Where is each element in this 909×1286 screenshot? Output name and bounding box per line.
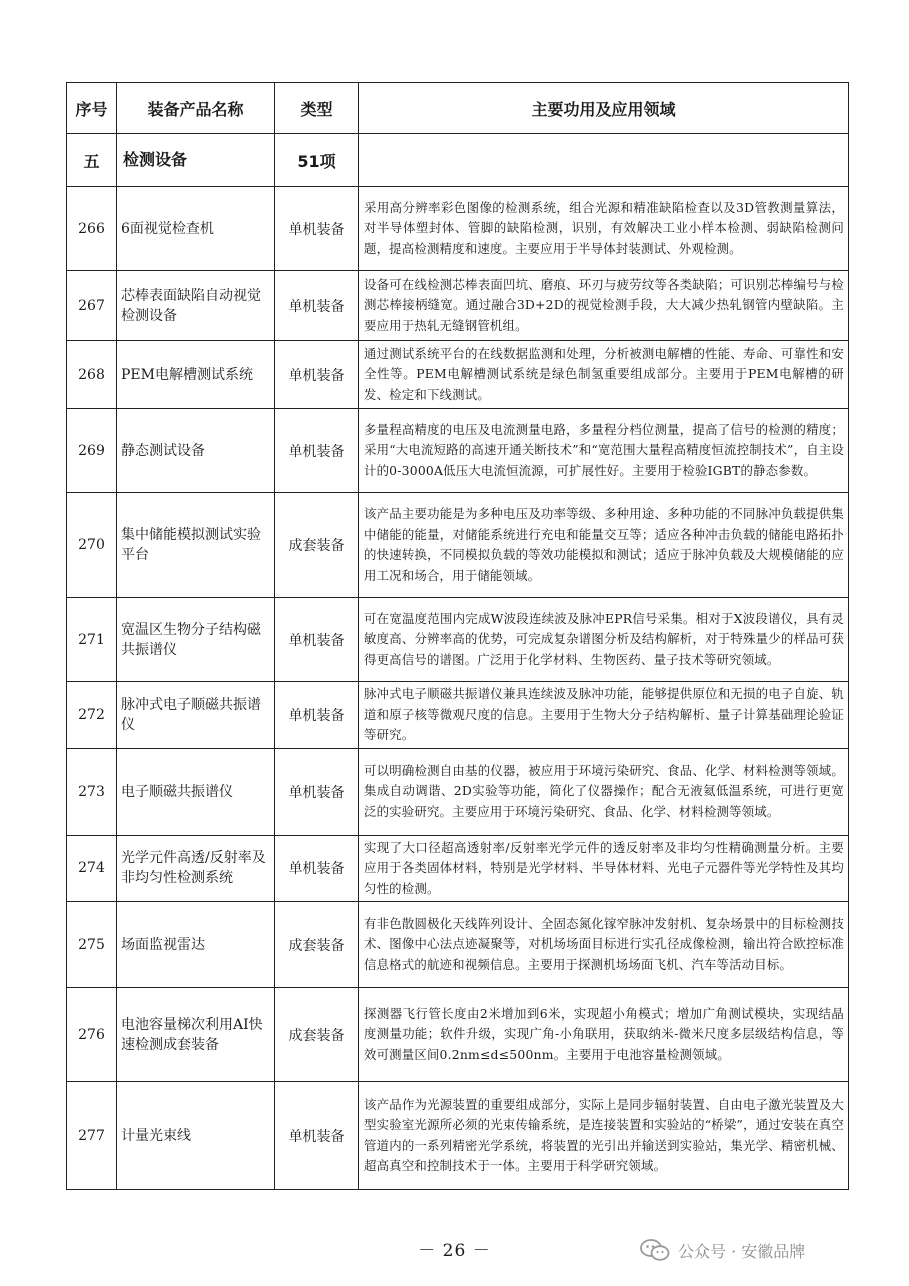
row-desc: 多量程高精度的电压及电流测量电路，多量程分档位测量，提高了信号的检测的精度；采用“大电流短路的高速开通关断技术”和“宽范围大量程高精度恒流控制技术”，自主设计的0-3000A低压大电流恒流源，可扩展性好。主要用于检验IGBT的静态参数。 — [359, 409, 849, 493]
watermark-text: 公众号 · 安徽品牌 — [678, 1241, 806, 1261]
table-row — [67, 341, 849, 409]
row-type: 单机装备 — [275, 341, 359, 409]
row-no: 268 — [67, 341, 117, 409]
row-desc: 通过测试系统平台的在线数据监测和处理，分析被测电解槽的性能、寿命、可靠性和安全性等。PEM电解槽测试系统是绿色制氢重要组成部分。主要用于PEM电解槽的研发、检定和下线测试。 — [359, 341, 849, 409]
row-no: 266 — [67, 187, 117, 271]
table-row — [67, 271, 849, 341]
row-name: 静态测试设备 — [117, 409, 275, 493]
row-name: 脉冲式电子顺磁共振谱仪 — [117, 682, 275, 749]
table-header-row — [67, 83, 849, 134]
row-no: 272 — [67, 682, 117, 749]
row-no: 269 — [67, 409, 117, 493]
table-row — [67, 409, 849, 493]
row-desc: 可以明确检测自由基的仪器，被应用于环境污染研究、食品、化学、材料检测等领域。集成自动调谐、2D实验等功能，简化了仪器操作；配合无液氦低温系统，可进行更宽泛的实验研究。主要应用于环境污染研究、食品、化学、材料检测等领域。 — [359, 748, 849, 835]
section-row — [67, 134, 849, 187]
row-name: 6面视觉检查机 — [117, 187, 275, 271]
row-type: 成套装备 — [275, 988, 359, 1082]
page-number: － 26 － — [418, 1241, 491, 1261]
row-type: 成套装备 — [275, 902, 359, 988]
section-desc — [359, 134, 849, 187]
section-name: 检测设备 — [117, 134, 275, 187]
table-row — [67, 493, 849, 598]
table-row — [67, 1082, 849, 1190]
header-name: 装备产品名称 — [117, 83, 275, 134]
row-type: 单机装备 — [275, 1082, 359, 1190]
row-no: 267 — [67, 271, 117, 341]
row-type: 单机装备 — [275, 598, 359, 682]
table-row — [67, 835, 849, 902]
table-row — [67, 988, 849, 1082]
row-no: 277 — [67, 1082, 117, 1190]
row-no: 275 — [67, 902, 117, 988]
row-desc: 有非色散圆极化天线阵列设计、全固态氮化镓窄脉冲发射机、复杂场景中的目标检测技术、图像中心法点迹凝聚等，对机场场面目标进行实孔径成像检测，输出符合欧控标准信息格式的航迹和视频信息。主要用于探测机场场面飞机、汽车等活动目标。 — [359, 902, 849, 988]
row-desc: 实现了大口径超高透射率/反射率光学元件的透反射率及非均匀性精确测量分析。主要应用于各类固体材料，特别是光学材料、半导体材料、光电子元器件等光学特性及其均匀性的检测。 — [359, 835, 849, 902]
row-name: 电池容量梯次利用AI快速检测成套装备 — [117, 988, 275, 1082]
row-desc: 该产品作为光源装置的重要组成部分，实际上是同步辐射装置、自由电子激光装置及大型实验室光源所必须的光束传输系统，是连接装置和实验站的“桥梁”，通过安装在真空管道内的一系列精密光学系统，将装置的光引出并输送到实验站，集光学、精密机械、超高真空和控制技术于一体。主要用于科学研究领域。 — [359, 1082, 849, 1190]
row-name: 集中储能模拟测试实验平台 — [117, 493, 275, 598]
row-desc: 脉冲式电子顺磁共振谱仪兼具连续波及脉冲功能，能够提供原位和无损的电子自旋、轨道和原子核等微观尺度的信息。主要用于生物大分子结构解析、量子计算基础理论验证等研究。 — [359, 682, 849, 749]
row-name: 计量光束线 — [117, 1082, 275, 1190]
row-name: 场面监视雷达 — [117, 902, 275, 988]
table-row — [67, 748, 849, 835]
row-no: 276 — [67, 988, 117, 1082]
row-type: 成套装备 — [275, 493, 359, 598]
row-type: 单机装备 — [275, 271, 359, 341]
row-name: 芯棒表面缺陷自动视觉检测设备 — [117, 271, 275, 341]
row-type: 单机装备 — [275, 682, 359, 749]
row-name: 电子顺磁共振谱仪 — [117, 748, 275, 835]
section-count: 51项 — [275, 134, 359, 187]
row-type: 单机装备 — [275, 748, 359, 835]
row-type: 单机装备 — [275, 409, 359, 493]
row-desc: 可在宽温度范围内完成W波段连续波及脉冲EPR信号采集。相对于X波段谱仪，具有灵敏度高、分辨率高的优势，可完成复杂谱图分析及结构解析，对于特殊量少的样品可获得更高信号的谱图。广泛用于化学材料、生物医药、量子技术等研究领域。 — [359, 598, 849, 682]
table-row — [67, 902, 849, 988]
header-no: 序号 — [67, 83, 117, 134]
row-name: 宽温区生物分子结构磁共振谱仪 — [117, 598, 275, 682]
row-desc: 采用高分辨率彩色图像的检测系统，组合光源和精准缺陷检查以及3D管教测量算法，对半导体塑封体、管脚的缺陷检测，识别，有效解决工业小样本检测、弱缺陷检测问题，提高检测精度和速度。主要应用于半导体封装测试、外观检测。 — [359, 187, 849, 271]
row-type: 单机装备 — [275, 835, 359, 902]
wechat-logo-icon — [640, 1238, 670, 1262]
table-row — [67, 598, 849, 682]
row-name: 光学元件高透/反射率及非均匀性检测系统 — [117, 835, 275, 902]
row-no: 274 — [67, 835, 117, 902]
row-name: PEM电解槽测试系统 — [117, 341, 275, 409]
row-no: 271 — [67, 598, 117, 682]
table-row — [67, 682, 849, 749]
row-no: 270 — [67, 493, 117, 598]
section-no: 五 — [67, 134, 117, 187]
row-no: 273 — [67, 748, 117, 835]
header-type: 类型 — [275, 83, 359, 134]
table-row — [67, 187, 849, 271]
row-desc: 探测器飞行管长度由2米增加到6米，实现超小角模式；增加广角测试模块，实现结晶度测量功能；软件升级，实现广角-小角联用，获取纳米-微米尺度多层级结构信息，等效可测量区间0.2nm≤d≤500nm。主要用于电池容量检测领域。 — [359, 988, 849, 1082]
row-desc: 该产品主要功能是为多种电压及功率等级、多种用途、多种功能的不同脉冲负载提供集中储能的能量，对储能系统进行充电和能量交互等；适应各种冲击负载的储能电路拓扑的快速转换，不同模拟负载的等效功能模拟和测试；适应于脉冲负载及大规模储能的应用工况和场合，用于储能领域。 — [359, 493, 849, 598]
header-desc: 主要功用及应用领域 — [359, 83, 849, 134]
equipment-table — [66, 82, 849, 1190]
row-desc: 设备可在线检测芯棒表面凹坑、磨痕、环刃与疲劳纹等各类缺陷；可识别芯棒编号与检测芯棒接柄缝宽。通过融合3D+2D的视觉检测手段，大大减少热轧钢管内壁缺陷。主要应用于热轧无缝钢管机组。 — [359, 271, 849, 341]
row-type: 单机装备 — [275, 187, 359, 271]
wechat-watermark — [640, 1238, 805, 1262]
